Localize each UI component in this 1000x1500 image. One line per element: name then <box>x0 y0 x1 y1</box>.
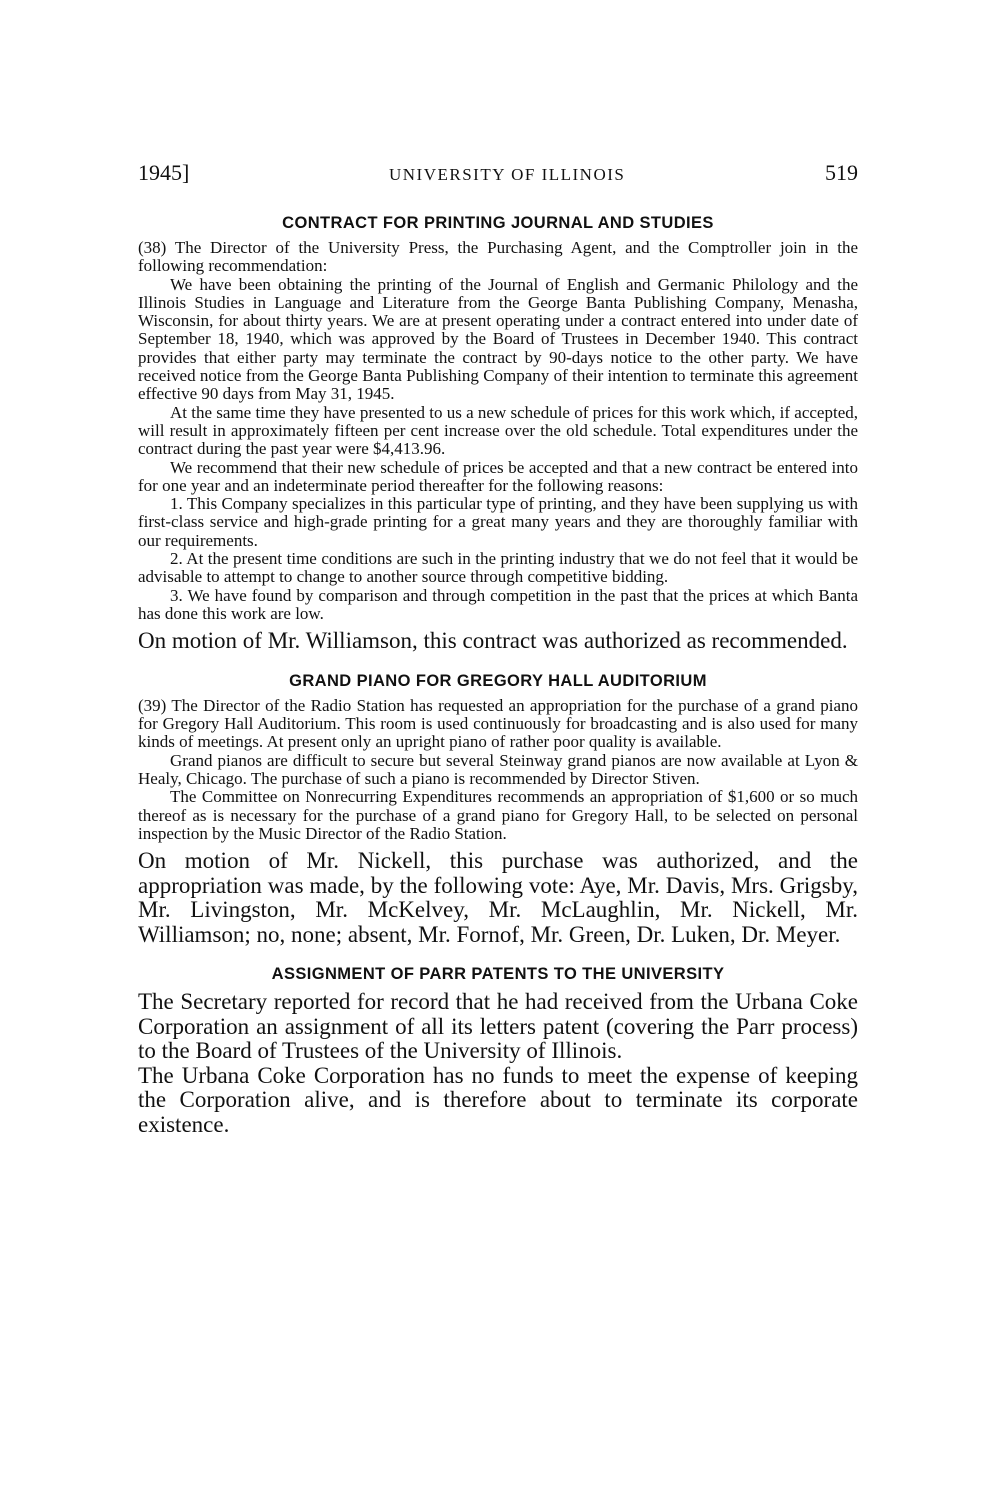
header-title: UNIVERSITY OF ILLINOIS <box>388 165 626 184</box>
section-body <box>138 697 858 843</box>
paragraph: 1. This Company specializes in this particular type of printing, and they have been supplying us with first-class service and high-grade printing for a great many years and they are thoroughly familiar with our requirements. <box>138 494 858 550</box>
paragraph: We recommend that their new schedule of prices be accepted and that a new contract be entered into for one year and an indeterminate period thereafter for the following reasons: <box>138 457 858 495</box>
running-header <box>138 160 858 186</box>
section-contract-printing <box>138 214 858 654</box>
section-parr-patents <box>138 965 858 1137</box>
document-page <box>138 160 858 1137</box>
paragraph: The Secretary reported for record that he had received from the Urbana Coke Corporation an assignment of all its letters patent (covering the Parr process) to the Board of Trustees of the University of Illinois. <box>138 989 858 1064</box>
paragraph: 2. At the present time conditions are such in the printing industry that we do not feel that it would be advisable to attempt to change to another source through competitive bidding. <box>138 549 858 587</box>
section-body <box>138 990 858 1137</box>
section-heading: ASSIGNMENT OF PARR PATENTS TO THE UNIVERSITY <box>271 965 725 984</box>
paragraph: We have been obtaining the printing of the Journal of English and Germanic Philology and the Illinois Studies in Language and Literature from the George Banta Publishing Company, Menasha, Wisconsin, for about thirty years. We are at present operating under a contract entered into under date of September 18, 1940, which was approved by the Board of Trustees in December 1940. This contract provides that either party may terminate the contract by 90-days notice to the other party. We have received notice from the George Banta Publishing Company of their intention to terminate this agreement effective 90 days from May 31, 1945. <box>138 274 858 404</box>
section-heading: GRAND PIANO FOR GREGORY HALL AUDITORIUM <box>289 671 707 690</box>
paragraph: (38) The Director of the University Press, the Purchasing Agent, and the Comptroller join in the following recommendation: <box>138 238 858 276</box>
motion-paragraph: On motion of Mr. Williamson, this contract was authorized as recommended. <box>138 628 848 654</box>
paragraph: 3. We have found by comparison and through competition in the past that the prices at which Banta has done this work are low. <box>138 585 858 623</box>
paragraph: The Committee on Nonrecurring Expenditures recommends an appropriation of $1,600 or so much thereof as is necessary for the purchase of a grand piano for Gregory Hall, to be selected on personal inspection by the Music Director of the Radio Station. <box>138 787 858 843</box>
paragraph: At the same time they have presented to us a new schedule of prices for this work which, if accepted, will result in approximately fifteen per cent increase over the old schedule. Total expenditures under the contract during the past year were $4,413.96. <box>138 402 858 459</box>
section-body <box>138 239 858 623</box>
section-grand-piano <box>138 672 858 947</box>
header-year: 1945] <box>138 160 190 185</box>
motion-text <box>138 629 858 654</box>
page-number: 519 <box>825 160 858 185</box>
paragraph: Grand pianos are difficult to secure but several Steinway grand pianos are now available at Lyon & Healy, Chicago. The purchase of such a piano is recommended by Director Stiven. <box>138 750 858 788</box>
paragraph: (39) The Director of the Radio Station has requested an appropriation for the purchase of a grand piano for Gregory Hall Auditorium. This room is used continuously for broadcasting and is also used for many kinds of meetings. At present only an upright piano of rather poor quality is available. <box>138 695 858 752</box>
motion-paragraph: On motion of Mr. Nickell, this purchase was authorized, and the appropriation was made, by the following vote: Aye, Mr. Davis, Mrs. Grigsby, Mr. Livingston, Mr. McKelvey, Mr. McLaughlin, Mr. Nickell, Mr. Williamson; no, none; absent, Mr. Fornof, Mr. Green, Dr. Luken, Dr. Meyer. <box>138 848 858 947</box>
paragraph: The Urbana Coke Corporation has no funds to meet the expense of keeping the Corporation alive, and is therefore about to terminate its corporate existence. <box>138 1062 858 1137</box>
section-heading: CONTRACT FOR PRINTING JOURNAL AND STUDIES <box>282 214 714 232</box>
motion-text <box>138 849 858 947</box>
